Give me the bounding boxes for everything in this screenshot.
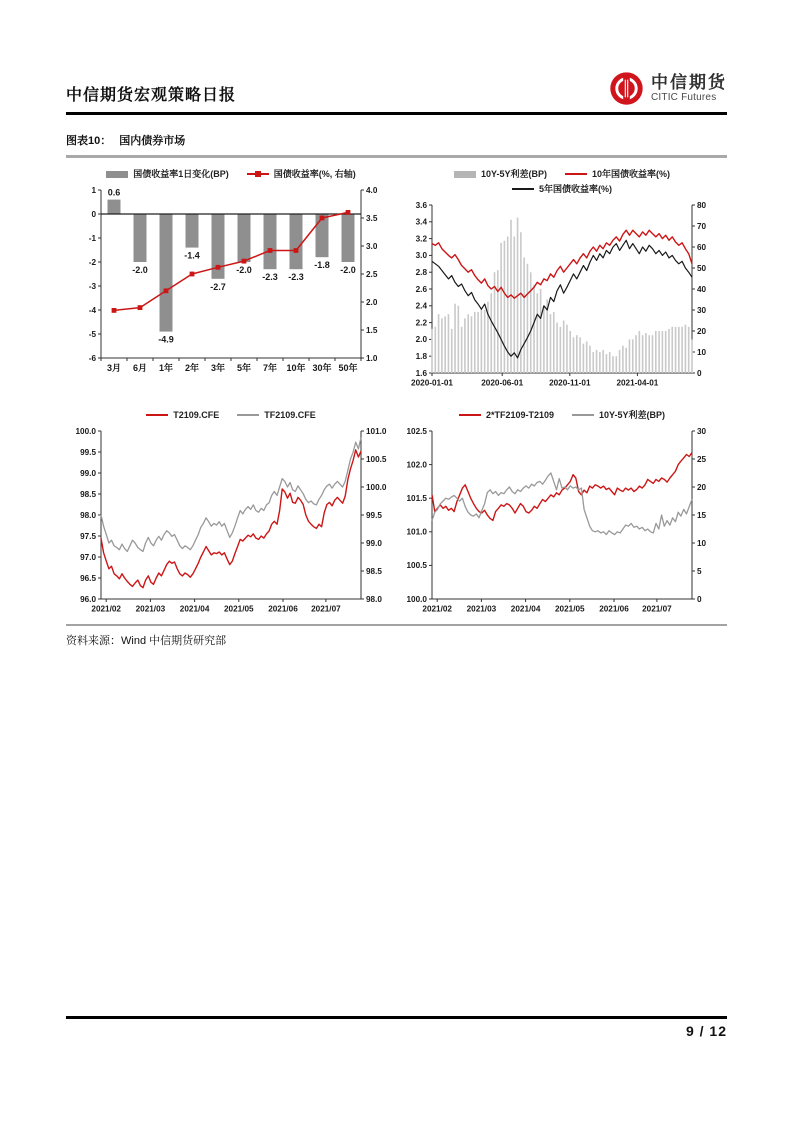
brand (608, 70, 727, 107)
svg-text:2年: 2年 (184, 363, 200, 373)
svg-text:-2.3: -2.3 (288, 272, 304, 283)
legend-item (146, 409, 219, 421)
page-title: 中信期货宏观策略日报 (66, 87, 237, 104)
svg-text:15: 15 (697, 510, 707, 520)
svg-text:101.0: 101.0 (366, 426, 387, 436)
svg-text:-2: -2 (88, 257, 96, 267)
svg-text:5年: 5年 (236, 363, 252, 373)
svg-text:99.5: 99.5 (80, 447, 96, 457)
legend-label: 国债收益率1日变化(BP) (133, 169, 229, 179)
svg-text:2.4: 2.4 (415, 301, 427, 311)
svg-text:50年: 50年 (338, 363, 358, 373)
svg-text:96.0: 96.0 (80, 594, 96, 604)
svg-text:-4.9: -4.9 (158, 334, 174, 345)
legend-label: 10年国债收益率(%) (592, 169, 671, 179)
legend-item (459, 409, 554, 421)
svg-text:6月: 6月 (132, 363, 148, 373)
svg-text:2021/06: 2021/06 (599, 604, 629, 614)
legend-line-swatch-icon (459, 411, 481, 419)
legend-label: TF2109.CFE (264, 410, 316, 420)
svg-text:30: 30 (697, 426, 707, 436)
legend-label: T2109.CFE (173, 410, 220, 420)
svg-text:-2.0: -2.0 (340, 265, 356, 275)
legend-item (454, 168, 547, 180)
svg-text:-1.8: -1.8 (314, 260, 330, 271)
legend-label: 国债收益率(%, 右轴) (273, 169, 356, 179)
svg-text:2021/03: 2021/03 (466, 604, 497, 614)
chart-legend (66, 168, 396, 180)
svg-text:-1: -1 (88, 233, 96, 243)
svg-text:3.6: 3.6 (415, 200, 427, 210)
legend-label: 10Y-5Y利差(BP) (599, 410, 666, 420)
svg-text:99.0: 99.0 (80, 468, 96, 478)
figure-caption (66, 132, 727, 148)
svg-text:98.5: 98.5 (366, 566, 382, 576)
svg-text:3年: 3年 (210, 363, 226, 373)
svg-text:2020-01-01: 2020-01-01 (411, 378, 453, 388)
footer-divider (66, 1016, 727, 1019)
svg-text:100.5: 100.5 (406, 561, 427, 571)
svg-text:3月: 3月 (106, 363, 122, 373)
svg-text:0.6: 0.6 (107, 187, 121, 198)
svg-text:99.5: 99.5 (366, 510, 382, 520)
legend-item (572, 409, 665, 421)
svg-text:0: 0 (91, 209, 96, 219)
source-note: 资料来源：Wind 中信期货研究部 (66, 635, 227, 647)
svg-text:-5: -5 (88, 329, 96, 339)
svg-text:30: 30 (697, 305, 707, 315)
chart-treasury-yield-daily-change (66, 168, 396, 378)
svg-text:10年: 10年 (286, 363, 306, 373)
svg-text:2.5: 2.5 (366, 269, 378, 279)
brand-subtitle: CITIC Futures (651, 91, 717, 103)
figure-divider (66, 155, 727, 158)
legend-line-swatch-icon (512, 185, 534, 193)
legend-line-swatch-icon (247, 170, 269, 178)
figure-name: 国内债券市场 (119, 135, 186, 147)
svg-text:0: 0 (697, 368, 702, 378)
svg-text:20: 20 (697, 482, 707, 492)
svg-text:-2.0: -2.0 (236, 265, 252, 275)
page-number: 9 / 12 (685, 1023, 727, 1039)
svg-text:98.0: 98.0 (80, 510, 96, 520)
brand-text (651, 74, 727, 103)
svg-text:99.0: 99.0 (366, 538, 382, 548)
svg-text:2021/02: 2021/02 (91, 604, 122, 614)
legend-item (247, 168, 356, 180)
svg-text:10: 10 (697, 538, 707, 548)
svg-text:7年: 7年 (262, 363, 278, 373)
svg-text:97.0: 97.0 (80, 552, 96, 562)
legend-item (106, 168, 229, 180)
svg-text:70: 70 (697, 221, 707, 231)
chart-canvas (66, 182, 396, 378)
svg-text:1.8: 1.8 (415, 352, 427, 361)
svg-text:2.6: 2.6 (415, 284, 427, 294)
svg-text:-2.0: -2.0 (132, 265, 148, 275)
svg-text:100.5: 100.5 (366, 454, 387, 464)
svg-text:50: 50 (697, 263, 707, 273)
svg-text:80: 80 (697, 200, 707, 210)
svg-text:1年: 1年 (158, 363, 174, 373)
svg-text:25: 25 (697, 454, 707, 464)
svg-text:2.8: 2.8 (415, 268, 427, 277)
chart-canvas (397, 423, 727, 619)
legend-item (565, 168, 670, 180)
svg-text:3.5: 3.5 (366, 213, 378, 223)
legend-line-swatch-icon (237, 411, 259, 419)
svg-text:4.0: 4.0 (366, 185, 378, 195)
svg-text:2020-11-01: 2020-11-01 (549, 378, 591, 388)
svg-text:102.0: 102.0 (406, 460, 427, 470)
svg-text:1.5: 1.5 (366, 325, 378, 335)
chart-2tf-minus-t-spread (397, 409, 727, 619)
legend-line-swatch-icon (572, 411, 594, 419)
citic-logo-icon (608, 70, 645, 107)
svg-text:1: 1 (91, 185, 96, 195)
svg-text:98.0: 98.0 (366, 594, 382, 604)
svg-text:-2.7: -2.7 (210, 281, 226, 292)
svg-text:30年: 30年 (312, 363, 332, 373)
svg-text:2021/02: 2021/02 (422, 604, 453, 614)
chart-legend (66, 409, 396, 421)
report-header (66, 0, 727, 107)
svg-text:10: 10 (697, 347, 707, 357)
svg-text:98.5: 98.5 (80, 489, 96, 499)
legend-bar-swatch-icon (106, 170, 128, 178)
svg-text:-3: -3 (88, 281, 96, 291)
svg-text:2.0: 2.0 (366, 297, 378, 307)
svg-text:2021/06: 2021/06 (268, 604, 298, 614)
svg-text:3.0: 3.0 (366, 241, 378, 251)
svg-text:2021/07: 2021/07 (311, 604, 341, 614)
svg-text:2021/04: 2021/04 (510, 604, 541, 614)
svg-text:2021/04: 2021/04 (179, 604, 210, 614)
header-divider (66, 112, 727, 115)
svg-text:2021-04-01: 2021-04-01 (616, 378, 659, 388)
svg-text:96.5: 96.5 (80, 573, 96, 583)
svg-text:102.5: 102.5 (406, 426, 427, 436)
legend-label: 10Y-5Y利差(BP) (480, 169, 547, 179)
legend-bar-swatch-icon (454, 170, 476, 178)
svg-text:5: 5 (697, 566, 702, 576)
svg-text:-4: -4 (88, 305, 96, 315)
svg-text:20: 20 (697, 326, 707, 336)
svg-text:101.0: 101.0 (406, 527, 427, 537)
svg-text:3.0: 3.0 (415, 251, 427, 261)
svg-text:101.5: 101.5 (406, 494, 427, 503)
svg-text:100.0: 100.0 (366, 482, 387, 492)
legend-line-swatch-icon (146, 411, 168, 419)
svg-text:2.0: 2.0 (415, 335, 427, 345)
svg-text:97.5: 97.5 (80, 531, 96, 541)
svg-text:100.0: 100.0 (75, 426, 96, 436)
svg-text:1.0: 1.0 (366, 353, 378, 363)
svg-text:1.6: 1.6 (415, 368, 427, 378)
chart-t2109-tf2109-futures (66, 409, 396, 619)
svg-text:2021/05: 2021/05 (223, 604, 254, 614)
legend-line-swatch-icon (565, 170, 587, 178)
svg-text:2020-06-01: 2020-06-01 (481, 378, 524, 388)
svg-text:2021/03: 2021/03 (135, 604, 166, 614)
chart-10y-5y-spread-and-yields (397, 168, 727, 393)
source-divider (66, 624, 727, 626)
svg-text:60: 60 (697, 242, 707, 252)
chart-canvas (397, 197, 727, 393)
svg-text:40: 40 (697, 284, 707, 294)
chart-legend (397, 168, 727, 195)
figure-label: 图表10： (66, 135, 112, 147)
legend-label: 2*TF2109-T2109 (485, 410, 554, 420)
legend-item (512, 183, 612, 195)
legend-item (237, 409, 316, 421)
svg-text:100.0: 100.0 (406, 594, 427, 604)
svg-text:2021/05: 2021/05 (554, 604, 585, 614)
brand-name: 中信期货 (651, 73, 727, 93)
svg-text:-1.4: -1.4 (184, 250, 200, 261)
chart-legend (397, 409, 727, 421)
svg-text:3.2: 3.2 (415, 234, 427, 244)
chart-grid (66, 168, 727, 619)
svg-text:2021/07: 2021/07 (642, 604, 672, 614)
svg-text:-6: -6 (88, 353, 96, 363)
svg-text:0: 0 (697, 594, 702, 604)
legend-label: 5年国债收益率(%) (538, 184, 612, 194)
svg-text:2.2: 2.2 (415, 318, 427, 328)
svg-text:-2.3: -2.3 (262, 272, 278, 283)
svg-text:3.4: 3.4 (415, 217, 427, 227)
chart-canvas (66, 423, 396, 619)
